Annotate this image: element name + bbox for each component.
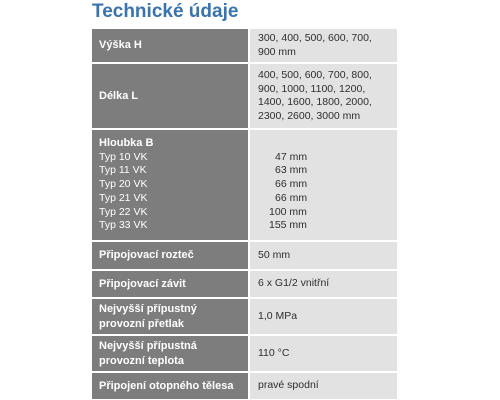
value-line: 2300, 2600, 3000 mm bbox=[258, 109, 361, 122]
depth-type-value: 66 mm bbox=[275, 178, 308, 191]
row-label-connection: Připojení otopného tělesa bbox=[91, 372, 249, 399]
depth-type-name: Typ 33 VK bbox=[99, 219, 148, 232]
depth-type-value: 155 mm bbox=[269, 219, 307, 232]
depth-type-value: 66 mm bbox=[275, 191, 308, 204]
row-value-spacing: 50 mm bbox=[249, 241, 398, 270]
row-value-temperature: 110 °C bbox=[249, 335, 398, 372]
table-row-temperature bbox=[91, 335, 398, 372]
row-label-length: Délka L bbox=[91, 63, 249, 129]
table-row-spacing bbox=[91, 241, 398, 270]
page-title: Technické údaje bbox=[92, 1, 239, 22]
row-value-pressure: 1,0 MPa bbox=[249, 298, 398, 335]
row-label-depth bbox=[91, 129, 249, 241]
row-value-thread: 6 x G1/2 vnitřní bbox=[249, 270, 398, 298]
table-row-height bbox=[91, 29, 398, 63]
row-value-height bbox=[249, 29, 398, 63]
depth-type-name: Typ 10 VK bbox=[99, 150, 148, 163]
depth-type-value: 100 mm bbox=[269, 205, 307, 218]
depth-value-spacer bbox=[258, 137, 397, 151]
depth-type-name: Typ 11 VK bbox=[99, 164, 147, 177]
row-value-length bbox=[249, 63, 398, 129]
row-label-temperature bbox=[91, 335, 249, 372]
row-value-depth bbox=[249, 129, 398, 241]
value-line: 900, 1000, 1100, 1200, bbox=[258, 82, 366, 95]
table-row-length bbox=[91, 63, 398, 129]
depth-type-value: 63 mm bbox=[275, 164, 308, 177]
technical-data-table bbox=[90, 29, 399, 399]
depth-type-name: Typ 22 VK bbox=[99, 205, 148, 218]
depth-type-name: Typ 21 VK bbox=[99, 191, 148, 204]
table-row-thread bbox=[91, 270, 398, 298]
label-line: provozní teplota bbox=[99, 354, 184, 367]
label-line: Nejvyšší přípustný bbox=[99, 302, 197, 315]
value-line: 300, 400, 500, 600, 700, bbox=[258, 32, 372, 44]
depth-heading: Hloubka B bbox=[99, 137, 154, 150]
depth-type-name: Typ 20 VK bbox=[99, 178, 148, 191]
depth-type-value: 47 mm bbox=[275, 150, 308, 163]
value-line: 1400, 1600, 1800, 2000, bbox=[258, 96, 372, 108]
value-line: 900 mm bbox=[258, 45, 296, 58]
row-label-thread: Připojovací závit bbox=[91, 270, 249, 298]
row-value-connection: pravé spodní bbox=[249, 372, 398, 399]
table-row-connection bbox=[91, 372, 398, 399]
row-label-height: Výška H bbox=[91, 29, 249, 63]
value-line: 400, 500, 600, 700, 800, bbox=[258, 69, 372, 81]
row-label-pressure bbox=[91, 298, 249, 335]
table-row-pressure bbox=[91, 298, 398, 335]
label-line: provozní přetlak bbox=[99, 317, 184, 330]
label-line: Nejvyšší přípustná bbox=[99, 339, 197, 352]
table-row-depth bbox=[91, 129, 398, 241]
row-label-spacing: Připojovací rozteč bbox=[91, 241, 249, 270]
